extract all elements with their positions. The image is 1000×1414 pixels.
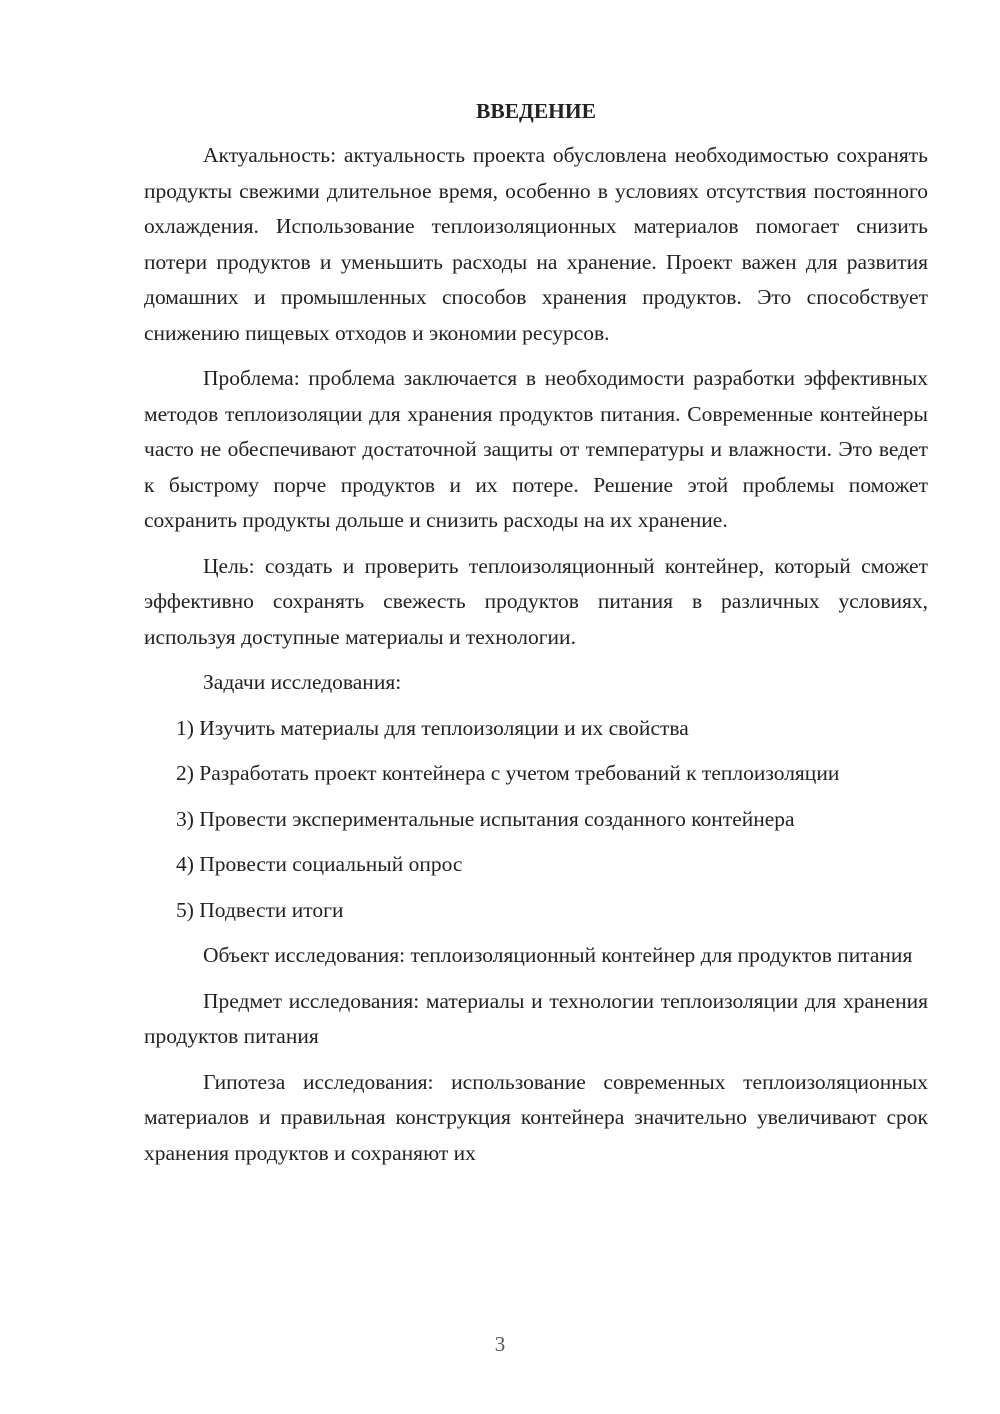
task-item: 1) Изучить материалы для теплоизоляции и их свойства <box>176 715 689 740</box>
page-title: ВВЕДЕНИЕ <box>476 99 596 123</box>
paragraph-hypothesis: Гипотеза исследования: использование современных теплоизоляционных материалов и правильная конструкция контейнера значительно увеличивают срок хранения продуктов и сохраняют их <box>144 1069 928 1165</box>
task-item: 2) Разработать проект контейнера с учетом требований к теплоизоляции <box>176 761 840 785</box>
paragraph-problem: Проблема: проблема заключается в необходимости разработки эффективных методов теплоизоляции для хранения продуктов питания. Современные контейнеры часто не обеспечивают достаточной защиты от температуры и влажности. Это ведет к быстрому порче продуктов и их потере. Решение этой проблемы поможет сохранить продукты дольше и снизить расходы на их хранение. <box>144 366 928 532</box>
paragraph-goal: Цель: создать и проверить теплоизоляционный контейнер, который сможет эффективно сохранять свежесть продуктов питания в различных условиях, используя доступные материалы и технологии. <box>144 553 928 649</box>
task-item: 5) Подвести итоги <box>176 897 344 922</box>
paragraph-object: Объект исследования: теплоизоляционный контейнер для продуктов питания <box>203 943 913 967</box>
paragraph-relevance: Актуальность: актуальность проекта обусловлена необходимостью сохранять продукты свежими длительное время, особенно в условиях отсутствия постоянного охлаждения. Использование теплоизоляционных материалов помогает снизить потери продуктов и уменьшить расходы на хранение. Проект важен для развития домашних и промышленных способов хранения продуктов. Это способствует снижению пищевых отходов и экономии ресурсов. <box>144 143 928 345</box>
tasks-heading: Задачи исследования: <box>203 670 402 694</box>
paragraph-subject: Предмет исследования: материалы и технологии теплоизоляции для хранения продуктов питания <box>144 988 928 1048</box>
page-content <box>144 94 928 1181</box>
task-item: 3) Провести экспериментальные испытания созданного контейнера <box>176 806 795 831</box>
task-item: 4) Провести социальный опрос <box>176 852 463 876</box>
page-number: 3 <box>494 1332 506 1356</box>
